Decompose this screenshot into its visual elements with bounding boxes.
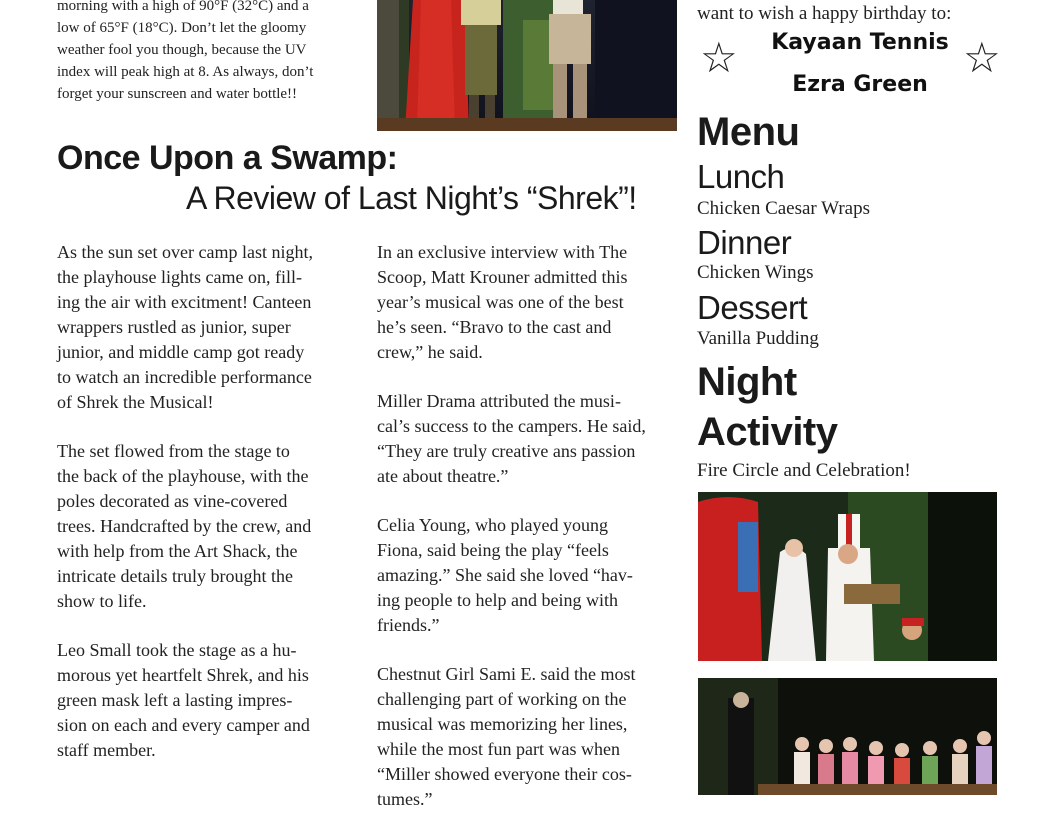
- birthday-name: Ezra Green: [792, 72, 928, 97]
- article-column-2: [377, 240, 682, 836]
- text-line: staff member.: [57, 740, 156, 760]
- text-line: Fiona, said being the play “feels: [377, 540, 609, 560]
- weather-line: low of 65°F (18°C). Don’t let the gloomy: [57, 20, 307, 36]
- night-activity-title: Activity: [697, 410, 838, 454]
- text-line: of Shrek the Musical!: [57, 392, 214, 412]
- article-headline: Once Upon a Swamp:: [57, 139, 398, 177]
- text-line: “They are truly creative ans passion: [377, 441, 636, 461]
- menu-dinner-label: Dinner: [697, 224, 792, 261]
- weather-line: weather fool you though, because the UV: [57, 42, 307, 58]
- stage-photo-cast: [698, 678, 997, 795]
- birthday-intro: want to wish a happy birthday to:: [697, 3, 952, 24]
- menu-lunch-label: Lunch: [697, 158, 785, 195]
- text-line: crew,” he said.: [377, 342, 483, 362]
- text-line: while the most fun part was when: [377, 739, 620, 759]
- text-line: intricate details truly brought the: [57, 566, 293, 586]
- article-paragraph: [377, 240, 682, 365]
- text-line: “Miller showed everyone their cos-: [377, 764, 632, 784]
- article-paragraph: [377, 513, 682, 638]
- text-line: wrappers rustled as junior, super: [57, 317, 291, 337]
- night-activity-value: Fire Circle and Celebration!: [697, 460, 911, 481]
- text-line: Scoop, Matt Krouner admitted this: [377, 267, 628, 287]
- birthday-name: Kayaan Tennis: [771, 30, 949, 55]
- text-line: poles decorated as vine-covered: [57, 491, 288, 511]
- text-line: Celia Young, who played young: [377, 515, 608, 535]
- article-paragraph: [57, 240, 362, 415]
- star-icon: ☆: [963, 36, 1001, 82]
- menu-dinner-item: Chicken Wings: [697, 262, 814, 283]
- text-line: junior, and middle camp got ready: [57, 342, 305, 362]
- text-line: musical was memorizing her lines,: [377, 714, 628, 734]
- text-line: year’s musical was one of the best: [377, 292, 624, 312]
- menu-lunch-item: Chicken Caesar Wraps: [697, 198, 870, 219]
- text-line: green mask left a lasting impres-: [57, 690, 293, 710]
- weather-line: morning with a high of 90°F (32°C) and a: [57, 0, 309, 14]
- weather-line: forget your sunscreen and water bottle!!: [57, 86, 298, 102]
- text-line: As the sun set over camp last night,: [57, 242, 313, 262]
- article-paragraph: [377, 662, 682, 812]
- text-line: the back of the playhouse, with the: [57, 466, 309, 486]
- text-line: tumes.”: [377, 789, 433, 809]
- text-line: friends.”: [377, 615, 440, 635]
- menu-title: Menu: [697, 110, 800, 154]
- article-subheadline: A Review of Last Night’s “Shrek”!: [186, 180, 637, 216]
- weather-text: [57, 0, 357, 105]
- text-line: the playhouse lights came on, fill-: [57, 267, 302, 287]
- text-line: challenging part of working on the: [377, 689, 627, 709]
- text-line: ate about theatre.”: [377, 466, 509, 486]
- text-line: ing the air with excitment! Canteen: [57, 292, 312, 312]
- article-column-1: [57, 240, 362, 787]
- text-line: In an exclusive interview with The: [377, 242, 628, 262]
- text-line: sion on each and every camper and: [57, 715, 310, 735]
- text-line: show to life.: [57, 591, 147, 611]
- article-paragraph: [57, 439, 362, 614]
- text-line: to watch an incredible performance: [57, 367, 312, 387]
- stage-photo-wedding: [698, 492, 997, 661]
- text-line: Miller Drama attributed the musi-: [377, 391, 621, 411]
- menu-dessert-item: Vanilla Pudding: [697, 328, 819, 349]
- star-icon: ☆: [700, 36, 738, 82]
- text-line: cal’s success to the campers. He said,: [377, 416, 646, 436]
- text-line: he’s seen. “Bravo to the cast and: [377, 317, 612, 337]
- menu-dessert-label: Dessert: [697, 289, 808, 326]
- text-line: ing people to help and being with: [377, 590, 618, 610]
- stage-photo-wedding-image: [698, 492, 997, 661]
- text-line: Leo Small took the stage as a hu-: [57, 640, 297, 660]
- weather-line: index will peak high at 8. As always, don’t: [57, 64, 314, 80]
- article-paragraph: [377, 389, 682, 489]
- text-line: with help from the Art Shack, the: [57, 541, 298, 561]
- article-paragraph: [57, 638, 362, 763]
- text-line: trees. Handcrafted by the crew, and: [57, 516, 312, 536]
- text-line: amazing.” She said she loved “hav-: [377, 565, 633, 585]
- stage-photo-top: [377, 0, 677, 131]
- text-line: morous yet heartfelt Shrek, and his: [57, 665, 309, 685]
- stage-photo-cast-image: [698, 678, 997, 795]
- text-line: The set flowed from the stage to: [57, 441, 290, 461]
- text-line: Chestnut Girl Sami E. said the most: [377, 664, 636, 684]
- night-activity-title: Night: [697, 360, 797, 404]
- stage-photo-top-image: [377, 0, 677, 131]
